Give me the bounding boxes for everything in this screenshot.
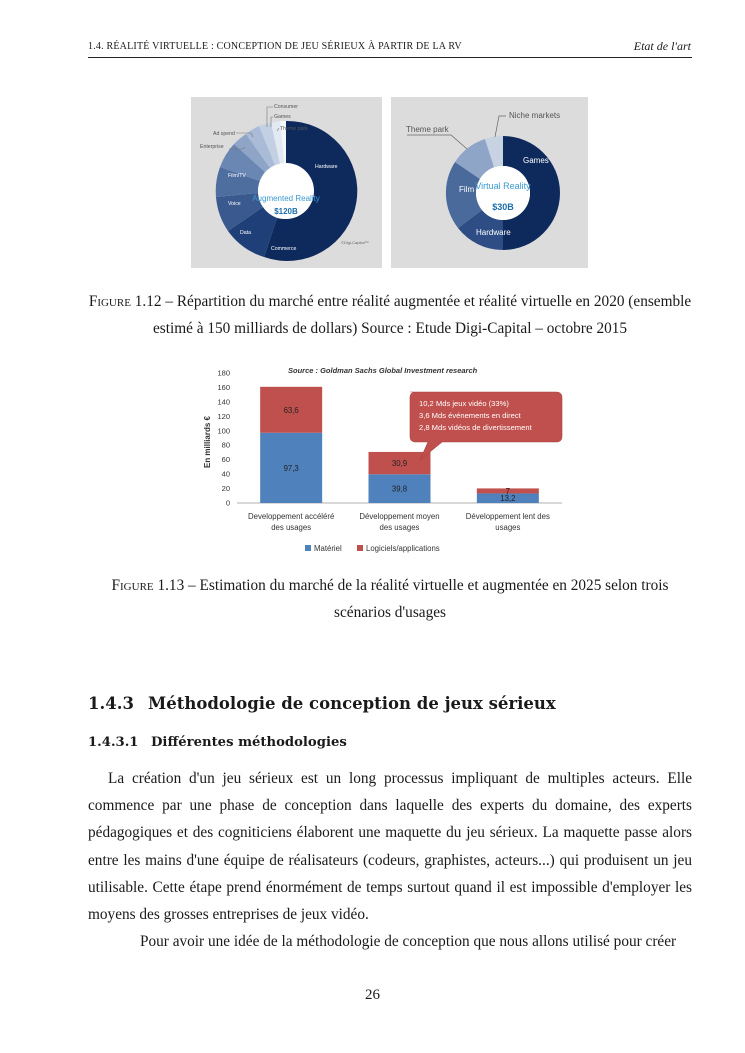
x-tick-label: usages (495, 523, 521, 532)
x-tick-label: des usages (379, 523, 420, 532)
bar-value-label: 13,2 (500, 494, 516, 504)
chart-ylabel: En milliards € (203, 415, 212, 469)
body-paragraph-1: La création d'un jeu sérieux est un long processus impliquant de multiples acteurs. Elle commence par une phase de conception dans laquelle des experts du domaine, des experts pédagogiques et des cogniticiens élaborent une maquette du jeu sérieux. La maquette passe alors entre les mains d'une équipe de réalisateurs (codeurs, graphistes, acteurs...) qui produisent un jeu utilisable. Cette étape prend énormément de temps surtout quand il est impossible d'employer les moyens des grosses entreprises de jeux vidéo. (88, 770, 692, 924)
legend-label-logiciels: Logiciels/applications (366, 544, 440, 553)
ar-label-enterprise: Enterprise (200, 144, 224, 150)
vr-market-donut (391, 97, 588, 268)
vr-label-film: Film (459, 185, 475, 194)
body-paragraph-2: Pour avoir une idée de la méthodologie de conception que nous allons utilisé pour créer (140, 933, 677, 950)
ar-label-voice: Voice (228, 201, 241, 207)
bar-value-label: 7 (505, 486, 511, 496)
figure-1-13-text: – Estimation du marché de la réalité virtuelle et augmentée en 2025 selon trois scénarios d'usages (184, 577, 669, 621)
vr-label-niche-markets: Niche markets (509, 111, 561, 120)
x-tick-label: Developpement accéléré (248, 512, 335, 521)
vr-center-title: Virtual Reality (475, 181, 531, 191)
y-tick-label: 0 (225, 498, 230, 508)
ar-center-value: $120B (274, 207, 298, 216)
section-title: Méthodologie de conception de jeux sérieux (148, 694, 556, 713)
market-2025-bar-chart (192, 364, 582, 559)
annotation-line-1: 10,2 Mds jeux vidéo (33%) (419, 399, 509, 408)
ar-label-commerce: Commerce (271, 246, 297, 252)
subsection-number: 1.4.3.1 (88, 735, 139, 750)
figure-1-12-text: – Répartition du marché entre réalité augmentée et réalité virtuelle en 2020 (ensemble estimé à 150 milliards de dollars) Source : Etude Digi-Capital – octobre 2015 (152, 293, 692, 337)
bar-value-label: 63,6 (283, 405, 299, 415)
x-tick-label: Développement moyen (359, 512, 440, 521)
section-heading (88, 694, 556, 713)
ar-label-film-tv: Film/TV (228, 173, 246, 179)
y-tick-label: 60 (221, 455, 230, 465)
y-axis (217, 369, 230, 508)
subsection-title: Différentes méthodologies (151, 735, 347, 750)
figure-1-13-caption (88, 572, 692, 626)
figure-1-13-label: Figure 1.13 (111, 577, 185, 594)
bar-value-label: 97,3 (283, 463, 299, 473)
ar-label-hardware: Hardware (315, 164, 338, 170)
y-tick-label: 180 (217, 368, 230, 378)
figure-1-12-caption (88, 288, 692, 342)
y-tick-label: 100 (217, 426, 230, 436)
ar-label-ad-spend: Ad spend (213, 131, 235, 137)
running-header-chapter: Etat de l'art (633, 39, 691, 53)
header-rule (88, 57, 692, 58)
y-tick-label: 40 (221, 469, 230, 479)
y-tick-label: 140 (217, 397, 230, 407)
legend-label-materiel: Matériel (314, 544, 342, 553)
vr-label-games: Games (523, 156, 549, 165)
legend-swatch-logiciels (357, 545, 363, 551)
bar-value-label: 39,8 (391, 484, 408, 494)
ar-center-title: Augmented Reality (252, 194, 320, 203)
running-header-section: 1.4. RÉALITÉ VIRTUELLE : CONCEPTION DE JEU SÉRIEUX À PARTIR DE LA RV (88, 41, 462, 52)
vr-label-hardware: Hardware (476, 228, 511, 237)
x-tick-label: Développement lent des (465, 512, 550, 521)
y-tick-label: 20 (221, 484, 230, 494)
vr-label-theme-park: Theme park (406, 125, 449, 134)
ar-label-data: Data (240, 230, 251, 236)
chart-title: Source : Goldman Sachs Global Investment research (288, 366, 478, 375)
page-number: 26 (365, 987, 380, 1003)
subsection-heading (88, 735, 347, 750)
body-paragraph-1-block (88, 765, 692, 928)
vr-center-value: $30B (492, 202, 514, 212)
figure-1-12-label: Figure 1.12 (88, 293, 162, 310)
section-number: 1.4.3 (88, 694, 134, 713)
x-axis-labels (248, 512, 550, 532)
annotation-line-2: 3,6 Mds événements en direct (419, 411, 521, 420)
legend-swatch-materiel (305, 545, 311, 551)
annotation-line-3: 2,8 Mds vidéos de divertissement (419, 423, 532, 432)
y-tick-label: 80 (221, 440, 230, 450)
bar-value-label: 30,9 (391, 459, 408, 469)
ar-label-consumer: Consumer (274, 104, 298, 110)
ar-market-donut (191, 97, 382, 268)
ar-label-theme-park: Theme park (280, 126, 308, 132)
y-tick-label: 120 (217, 411, 230, 421)
y-tick-label: 160 (217, 382, 230, 392)
x-tick-label: des usages (271, 523, 312, 532)
ar-label-games: Games (274, 114, 291, 120)
ar-credit: ©Digi-Capital™ (341, 240, 369, 245)
